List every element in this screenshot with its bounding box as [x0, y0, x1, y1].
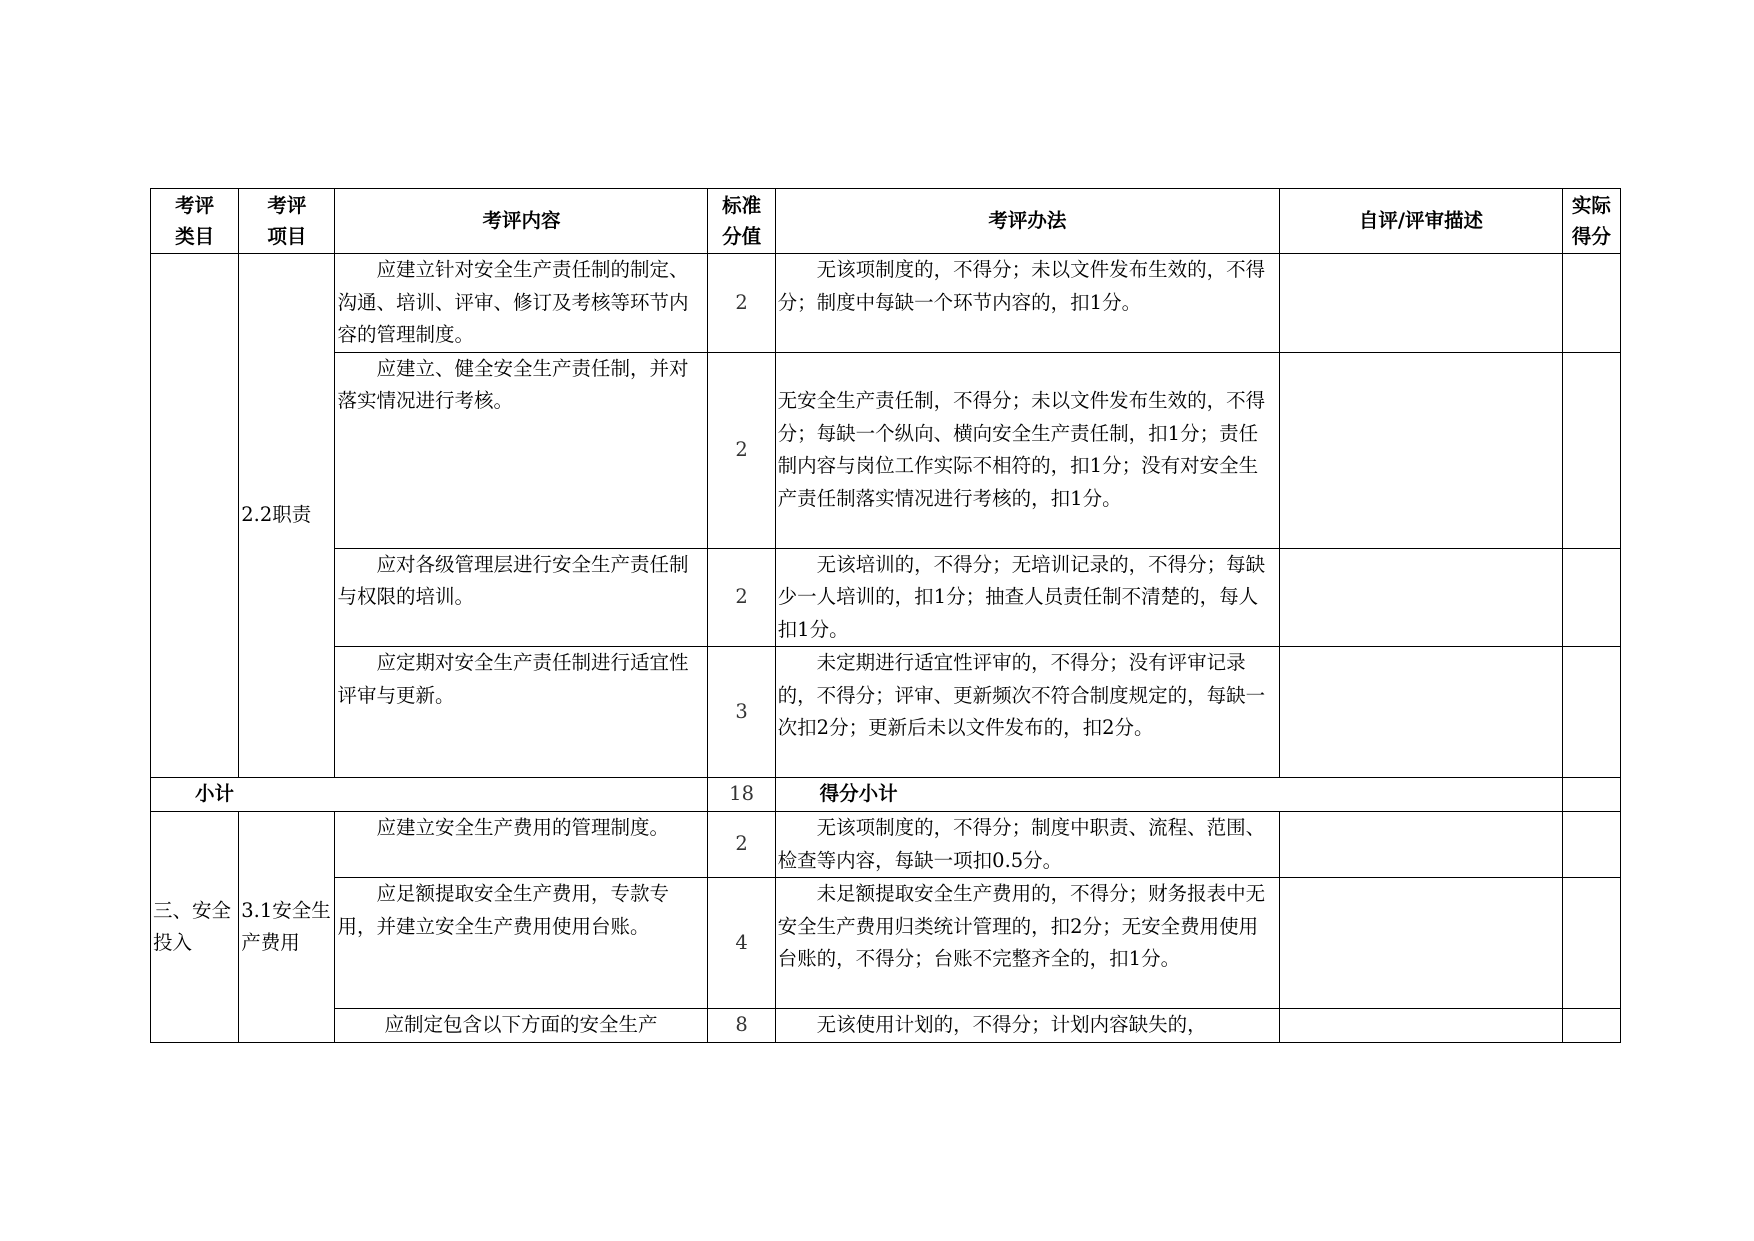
self-review-cell[interactable]: [1280, 254, 1563, 353]
method-cell: 无该项制度的，不得分；制度中职责、流程、范围、检查等内容，每缺一项扣0.5分。: [775, 812, 1279, 878]
method-cell: 无该项制度的，不得分；未以文件发布生效的，不得分；制度中每缺一个环节内容的，扣1分。: [775, 254, 1279, 353]
method-cell: 未定期进行适宜性评审的，不得分；没有评审记录的，不得分；评审、更新频次不符合制度规定的，每缺一次扣2分；更新后未以文件发布的，扣2分。: [775, 647, 1279, 778]
table-row: [151, 352, 1621, 548]
subtotal-label: 小计: [151, 778, 708, 812]
table-row: [151, 647, 1621, 778]
self-review-cell[interactable]: [1280, 647, 1563, 778]
category-cell-3: 三、安全投入: [151, 812, 239, 1043]
table-row: [151, 812, 1621, 878]
header-method: 考评办法: [775, 189, 1279, 254]
evaluation-table: [150, 188, 1621, 1043]
actual-score-cell[interactable]: [1562, 1009, 1620, 1043]
item-cell-3-1: 3.1安全生产费用: [239, 812, 335, 1043]
score-cell: 2: [708, 548, 775, 647]
header-row: [151, 189, 1621, 254]
table-row: [151, 548, 1621, 647]
self-review-cell[interactable]: [1280, 812, 1563, 878]
score-cell: 2: [708, 254, 775, 353]
subtotal-score: 18: [708, 778, 775, 812]
content-cell: 应建立、健全安全生产责任制，并对落实情况进行考核。: [335, 352, 708, 548]
actual-score-cell[interactable]: [1562, 352, 1620, 548]
content-cell: 应足额提取安全生产费用，专款专用，并建立安全生产费用使用台账。: [335, 878, 708, 1009]
score-cell: 8: [708, 1009, 775, 1043]
score-cell: 2: [708, 352, 775, 548]
header-category: 考评 类目: [151, 189, 239, 254]
table-row: [151, 878, 1621, 1009]
subtotal-row: [151, 778, 1621, 812]
header-item: 考评 项目: [239, 189, 335, 254]
header-self-review: 自评/评审描述: [1280, 189, 1563, 254]
content-cell: 应建立针对安全生产责任制的制定、沟通、培训、评审、修订及考核等环节内容的管理制度。: [335, 254, 708, 353]
score-cell: 3: [708, 647, 775, 778]
item-cell-2-2: 2.2职责: [239, 254, 335, 778]
actual-score-cell[interactable]: [1562, 878, 1620, 1009]
header-content: 考评内容: [335, 189, 708, 254]
score-cell: 2: [708, 812, 775, 878]
actual-score-cell[interactable]: [1562, 812, 1620, 878]
method-cell: 无该培训的，不得分；无培训记录的，不得分；每缺少一人培训的，扣1分；抽查人员责任制不清楚的，每人扣1分。: [775, 548, 1279, 647]
self-review-cell[interactable]: [1280, 878, 1563, 1009]
score-cell: 4: [708, 878, 775, 1009]
table-row: [151, 254, 1621, 353]
content-cell: 应建立安全生产费用的管理制度。: [335, 812, 708, 878]
header-actual-score: 实际 得分: [1562, 189, 1620, 254]
method-cell: 未足额提取安全生产费用的，不得分；财务报表中无安全生产费用归类统计管理的，扣2分；无安全费用使用台账的，不得分；台账不完整齐全的，扣1分。: [775, 878, 1279, 1009]
content-cell: 应制定包含以下方面的安全生产: [335, 1009, 708, 1043]
content-cell: 应定期对安全生产责任制进行适宜性评审与更新。: [335, 647, 708, 778]
actual-score-cell[interactable]: [1562, 647, 1620, 778]
self-review-cell[interactable]: [1280, 548, 1563, 647]
subtotal-actual-cell[interactable]: [1562, 778, 1620, 812]
category-cell: [151, 254, 239, 778]
table-row: [151, 1009, 1621, 1043]
self-review-cell[interactable]: [1280, 352, 1563, 548]
method-cell: 无安全生产责任制，不得分；未以文件发布生效的，不得分；每缺一个纵向、横向安全生产责任制，扣1分；责任制内容与岗位工作实际不相符的，扣1分；没有对安全生产责任制落实情况进行考核的，扣1分。: [775, 352, 1279, 548]
self-review-cell[interactable]: [1280, 1009, 1563, 1043]
method-cell: 无该使用计划的，不得分；计划内容缺失的，: [775, 1009, 1279, 1043]
header-standard-score: 标准 分值: [708, 189, 775, 254]
actual-score-cell[interactable]: [1562, 548, 1620, 647]
subtotal-score-label: 得分小计: [775, 778, 1562, 812]
actual-score-cell[interactable]: [1562, 254, 1620, 353]
content-cell: 应对各级管理层进行安全生产责任制与权限的培训。: [335, 548, 708, 647]
